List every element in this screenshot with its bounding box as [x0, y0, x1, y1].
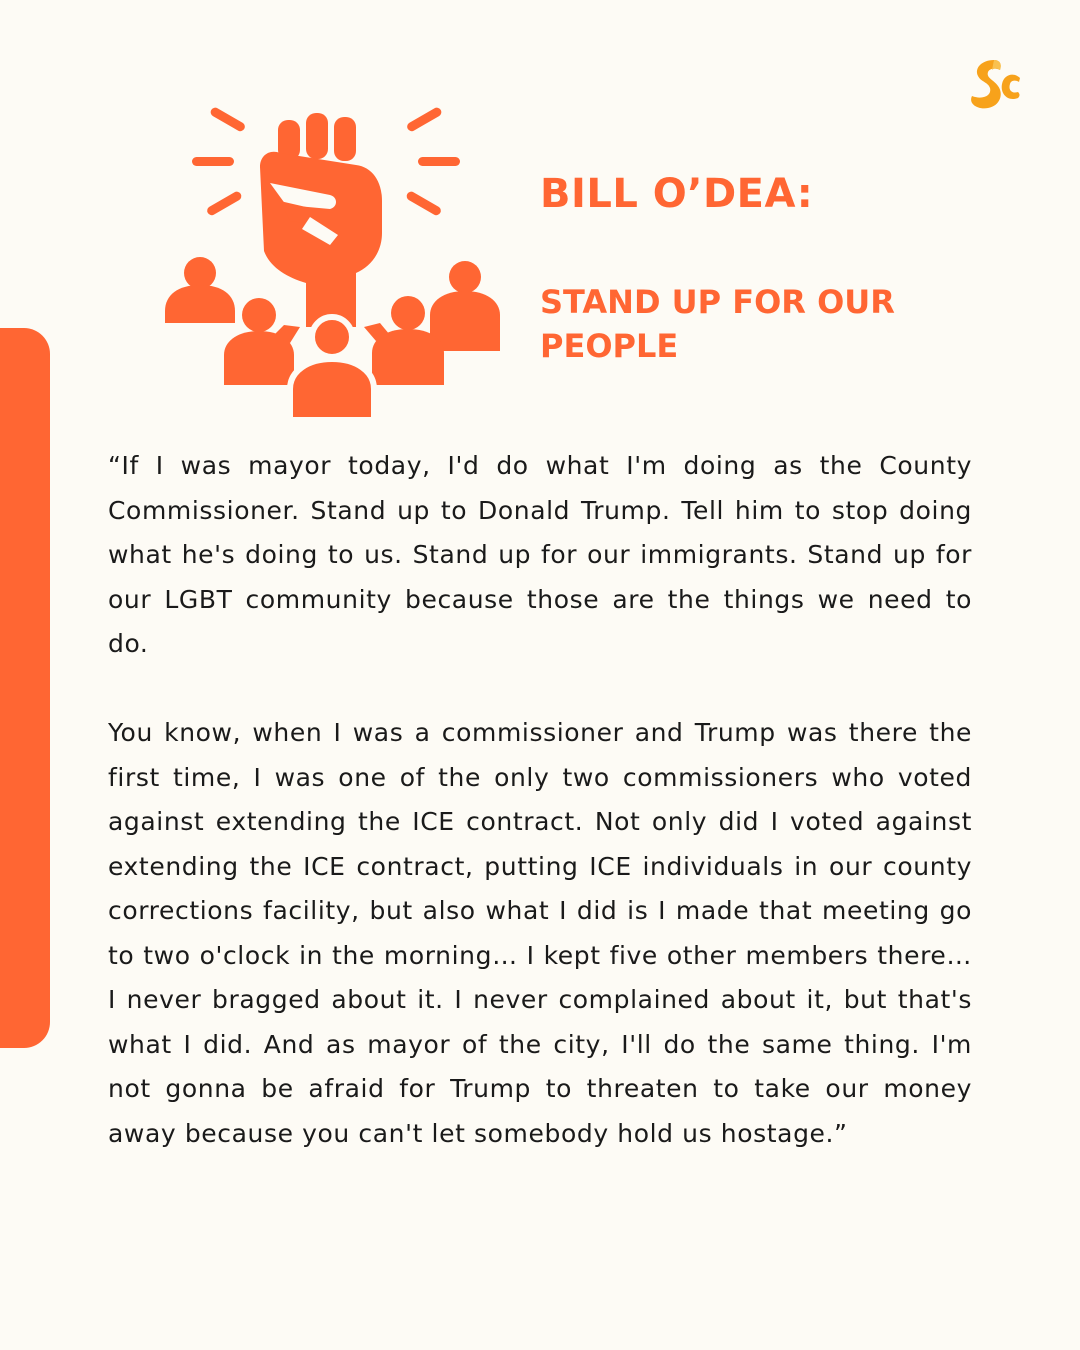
heading — [540, 170, 960, 368]
quote-text — [108, 444, 972, 1156]
page-subtitle: STAND UP FOR OUR PEOPLE — [540, 283, 895, 365]
sc-logo-icon — [964, 56, 1024, 112]
logo-c-shape — [1002, 75, 1020, 99]
quote-paragraph: “If I was mayor today, I'd do what I'm doing as the County Commissioner. Stand up to Donald Trump. Tell him to stop doing what he's doing to us. Stand up for our immigrants. Stand up for our LGBT community because those are the things we need to do. — [108, 451, 972, 658]
raised-fist-crowd-icon — [160, 105, 505, 425]
accent-side-bar — [0, 328, 50, 1048]
quote-paragraph: You know, when I was a commissioner and Trump was there the first time, I was one of the only two commissioners who voted against extending the ICE contract. Not only did I voted against extending the ICE contract, putting ICE individuals in our county corrections facility, but also what I did is I made that meeting go to two o'clock in the morning… I kept five other members there… I never bragged about it. I never complained about it, but that's what I did. And as mayor of the city, I'll do the same thing. I'm not gonna be afraid for Trump to threaten to take our money away because you can't let somebody hold us hostage.” — [108, 718, 972, 1148]
speaker-name: BILL O’DEA: — [540, 171, 814, 217]
